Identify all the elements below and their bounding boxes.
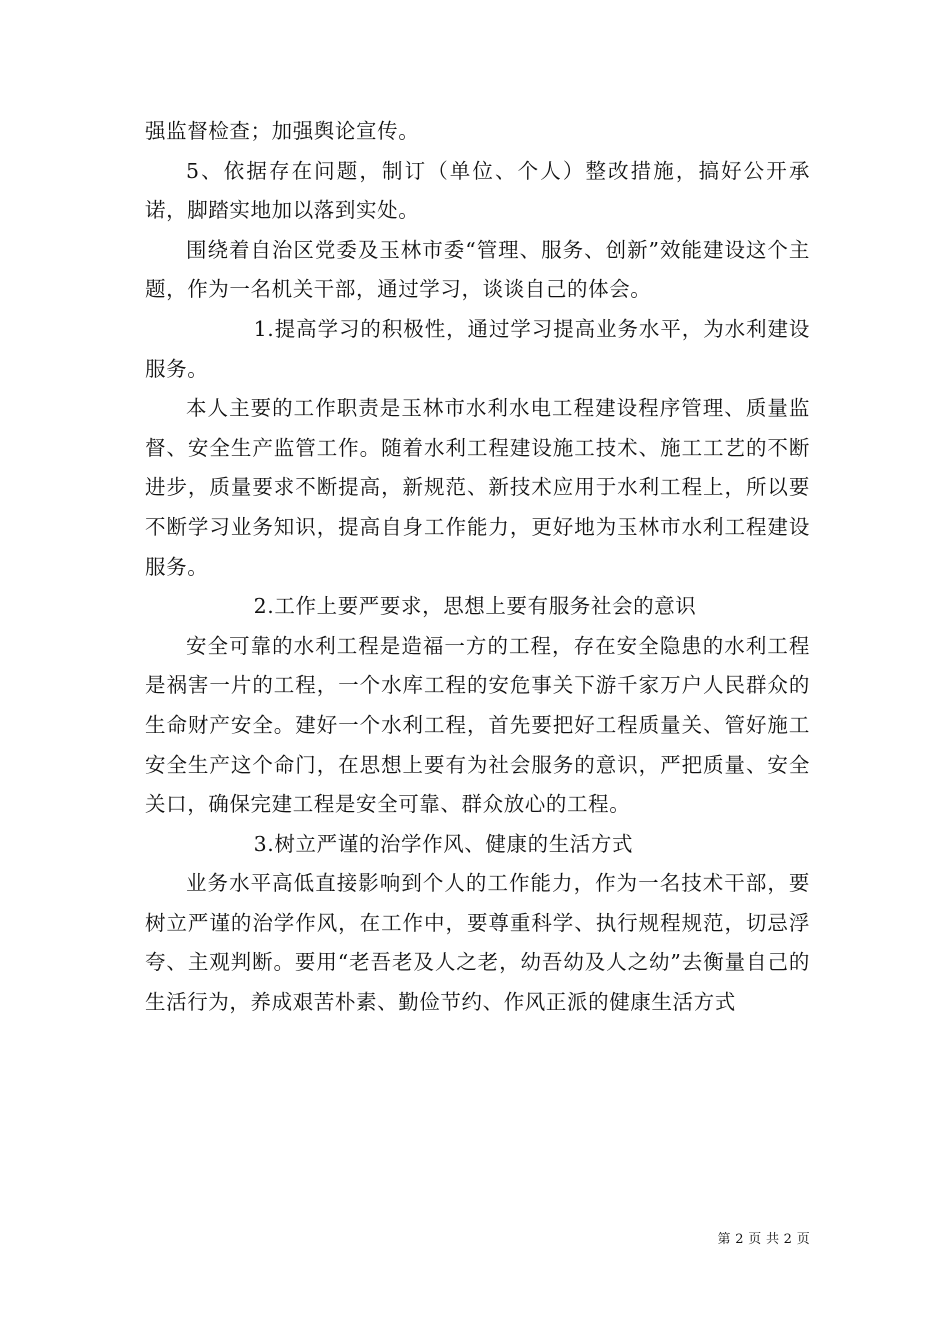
document-body <box>145 112 810 1023</box>
paragraph-safety-awareness: 安全可靠的水利工程是造福一方的工程，存在安全隐患的水利工程是祸害一片的工程，一个水库工程的安危事关下游千家万户人民群众的生命财产安全。建好一个水利工程，首先要把好工程质量关、管好施工安全生产这个命门，在思想上要有为社会服务的意识，严把质量、安全关口，确保完建工程是安全可靠、群众放心的工程。 <box>145 633 810 817</box>
paragraph-job-duties: 本人主要的工作职责是玉林市水利水电工程建设程序管理、质量监督、安全生产监管工作。随着水利工程建设施工技术、施工工艺的不断进步，质量要求不断提高，新规范、新技术应用于水利工程上，所以要不断学习业务知识，提高自身工作能力，更好地为玉林市水利工程建设服务。 <box>145 396 810 579</box>
paragraph-work-style: 业务水平高低直接影响到个人的工作能力，作为一名技术干部，要树立严谨的治学作风，在工作中，要尊重科学、执行规程规范，切忌浮夸、主观判断。要用“老吾老及人之老，幼吾幼及人之幼”去衡量自己的生活行为，养成艰苦朴素、勤俭节约、作风正派的健康生活方式 <box>145 871 810 1015</box>
paragraph-continuation: 强监督检查；加强舆论宣传。 <box>145 119 420 143</box>
page-number-footer: 第 2 页 共 2 页 <box>717 1232 810 1247</box>
heading-point-3: 3.树立严谨的治学作风、健康的生活方式 <box>253 831 634 856</box>
paragraph-rectification-measures: 5、依据存在问题，制订（单位、个人）整改措施，搞好公开承诺，脚踏实地加以落到实处。 <box>145 158 810 223</box>
paragraph-theme-intro: 围绕着自治区党委及玉林市委“管理、服务、创新”效能建设这个主题，作为一名机关干部，通过学习，谈谈自己的体会。 <box>145 237 810 302</box>
heading-point-2: 2.工作上要严要求，思想上要有服务社会的意识 <box>253 594 697 619</box>
heading-point-1: 1.提高学习的积极性，通过学习提高业务水平，为水利建设服务。 <box>145 316 810 381</box>
